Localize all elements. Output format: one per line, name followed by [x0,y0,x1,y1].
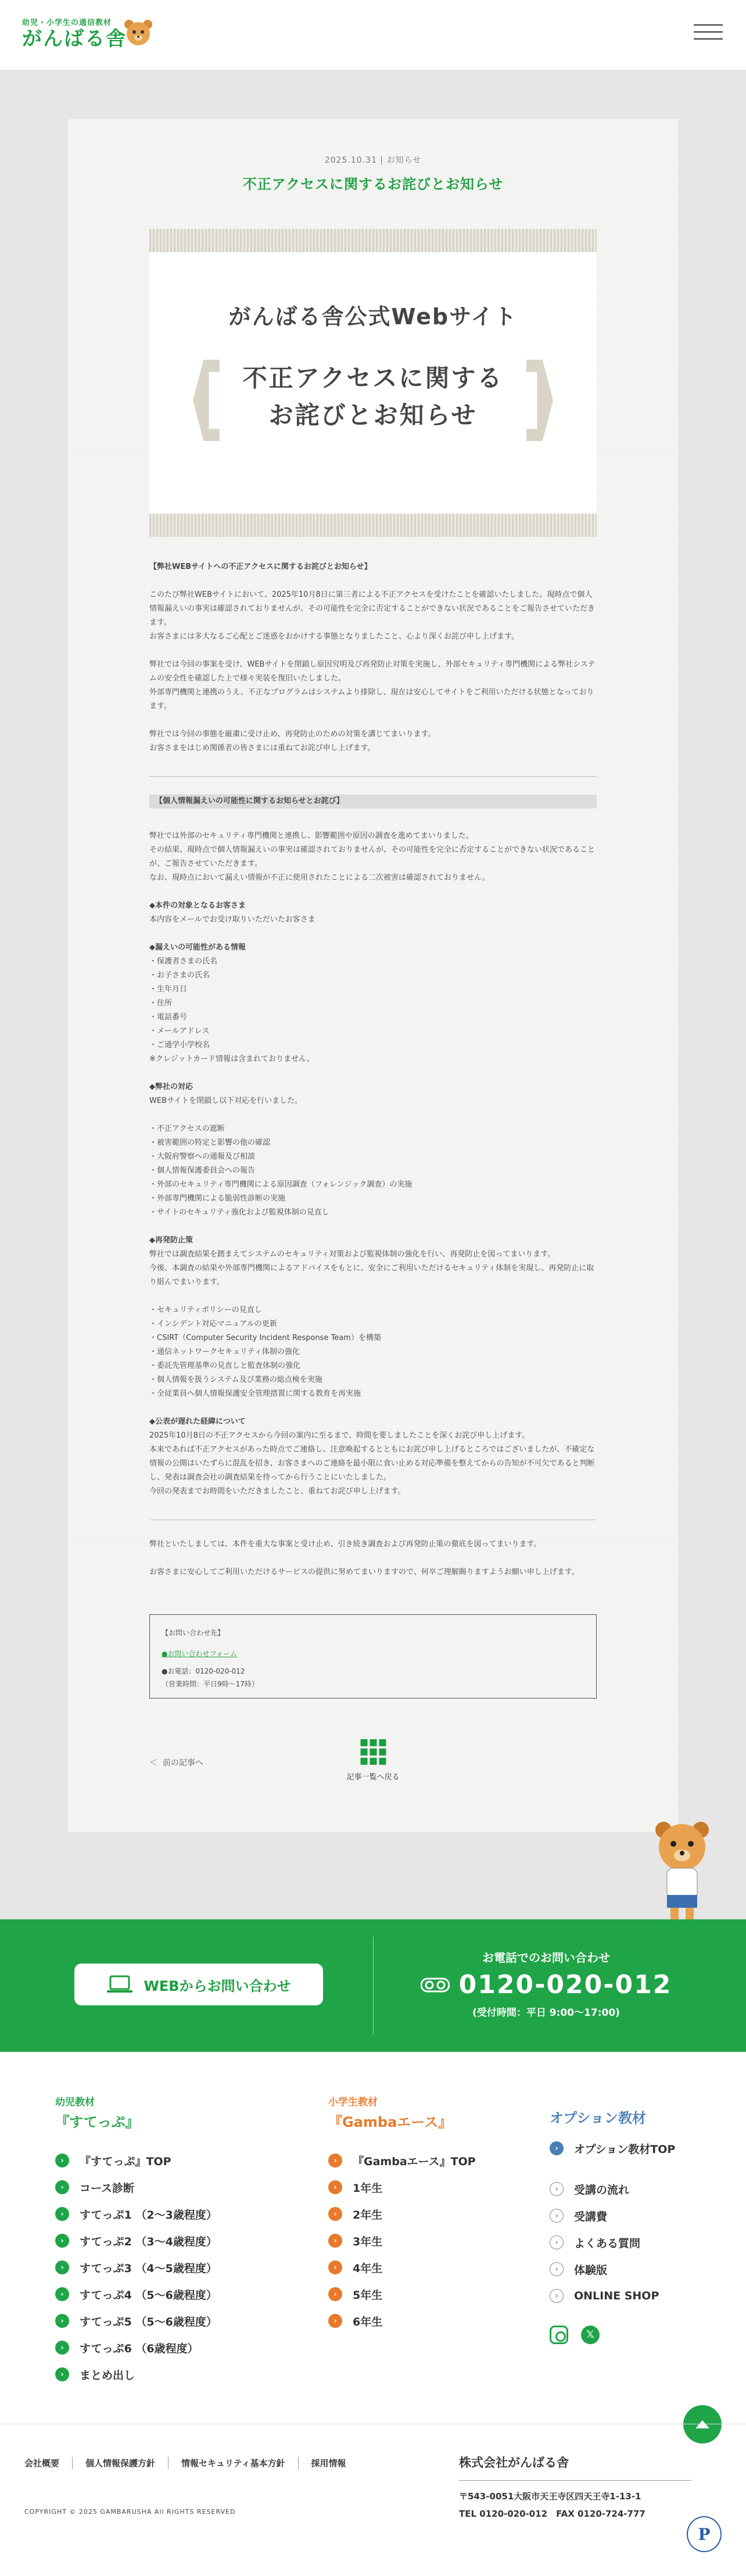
list-item: ・外部専門機関による脆弱性診断の実施 [149,1194,286,1203]
spacer [550,2162,675,2176]
hamburger-icon[interactable] [694,24,723,42]
chevron-right-icon: › [55,2341,69,2355]
footer-link[interactable] [550,2176,675,2202]
subheading: ◆漏えいの可能性がある情報 [149,943,246,952]
chevron-right-icon: › [550,2182,564,2196]
instagram-icon[interactable] [550,2326,568,2344]
contact-phone: ●お電話：0120-020-012 [162,1667,245,1675]
chevron-right-icon: › [328,2207,342,2221]
chevron-right-icon: › [55,2180,69,2194]
news-article [68,119,678,1832]
paragraph: WEBサイトを閉鎖し以下対応を行いました。 [149,1097,303,1105]
phone-contact [407,1948,686,2019]
paragraph: お客さまをはじめ関係者の皆さまには重ねてお詫び申し上げます。 [149,744,375,753]
paragraph: このたび弊社WEBサイトにおいて、2025年10月8日に第三者による不正アクセスを受けたことを確認いたしました。現時点で個人情報漏えいの事実は確認されておりませんが、その可能性を完全に否定することができない状況であることをご報告させていただきます。 [149,590,596,627]
footer-category-name: 『Gambaエース』 [328,2114,453,2130]
bear-mascot-icon [647,1815,717,1925]
footer-link[interactable] [55,2201,217,2227]
footer-link-label: 6年生 [353,2315,383,2328]
web-contact-label: WEBからお問い合わせ [144,1977,291,1994]
list-item: ・通信ネットワークセキュリティ体制の強化 [149,1348,300,1356]
footer-link[interactable] [550,2135,675,2162]
chevron-right-icon: › [328,2234,342,2248]
footer-link-label: すてっぷ4 （5〜6歳程度） [80,2288,217,2302]
contact-form-link[interactable]: ●お問い合わせフォーム [162,1650,237,1658]
footer-link-label: コース診断 [80,2181,135,2195]
list-item: ・電話番号 [149,1013,188,1022]
list-item: ・住所 [149,999,173,1008]
footer-link[interactable] [550,2229,675,2256]
list-item: ・生年月日 [149,985,188,994]
paragraph: 今回の発表までお時間をいただきましたこと、重ねてお詫び申し上げます。 [149,1487,406,1496]
list-item: ・保護者さまの氏名 [149,957,218,966]
contact-title: 【お問い合わせ先】 [162,1629,225,1637]
contact-hours: （営業時間：平日9時〜17時） [162,1680,259,1688]
chevron-right-icon: › [550,2289,564,2303]
footer-link[interactable] [328,2281,476,2308]
hero-bracket-box [193,360,553,453]
footer-link-label: 『Gambaエース』TOP [353,2155,476,2168]
footer-link-label: よくある質問 [574,2237,641,2250]
laptop-icon [106,1975,133,1994]
back-to-list-label: 記事一覧へ戻る [346,1773,400,1782]
footer-link[interactable] [550,2202,675,2229]
chevron-right-icon: › [55,2314,69,2328]
footer-links [55,2147,217,2388]
footer-link-label: 5年生 [353,2288,383,2302]
paragraph: 弊社では今回の事態を厳粛に受け止め、再発防止のための対策を講じてまいります。 [149,730,436,739]
footer-links [550,2135,675,2309]
footer-category-name: オプション教材 [550,2110,646,2126]
footer-link-label: 2年生 [353,2208,383,2222]
footer-link-label: 3年生 [353,2235,383,2248]
footer-links [328,2147,476,2334]
paragraph: 弊社では調査結果を踏まえてシステムのセキュリティ対策および監視体制の強化を行い、再発防止を図ってまいります。 [149,1250,555,1259]
privacy-mark-icon: P [687,2516,722,2552]
list-item: ※クレジットカード情報は含まれておりません。 [149,1055,314,1063]
hero-stripe-bottom [149,514,597,537]
back-to-list-link[interactable] [346,1739,399,1782]
paragraph: なお、現時点において漏えい情報が不正に使用されたことによる二次被害は確認されておりません。 [149,873,490,882]
footer-bottom-links [24,2457,359,2469]
paragraph: その結果、現時点で個人情報漏えいの事実は確認されておりませんが、その可能性を完全に否定することができない状況であることが、ご報告させていただきます。 [149,845,596,868]
contact-cta-band [0,1919,746,2052]
chevron-right-icon: › [55,2367,69,2381]
footer-link[interactable] [328,2201,476,2227]
list-item: ・外部のセキュリティ専門機関による原因調査（フォレンジック調査）の実施 [149,1180,413,1189]
list-item: ・メールアドレス [149,1027,210,1036]
subheading: ◆弊社の対応 [149,1083,193,1091]
free-dial-icon [421,1976,450,1994]
footer-link-label: オプション教材TOP [574,2143,676,2156]
section2-heading: 【個人情報漏えいの可能性に関するお知らせとお詫び】 [149,794,597,808]
footer-link-label: すてっぷ6 （6歳程度） [80,2342,199,2355]
paragraph: 本来であれば不正アクセスがあった時点でご連絡し、注意喚起するとともにお詫び申し上げるところではございましたが、不確定な情報の公開はいたずらに混乱を招き、お客さまへのご連絡を最小限に食い止める対応準備を整えてからの告知が不可欠であると判断し、発表は調査会社の調査結果を待ってから行うことにいたしました。 [149,1445,595,1482]
divider [459,2480,691,2481]
footer-navigation [0,2052,746,2424]
paragraph: お客さまに安心してご利用いただけるサービスの提供に努めてまいりますので、何卒ご理解賜りますようお願い申し上げます。 [149,1568,579,1577]
chevron-left-icon: ＜ [149,1758,157,1768]
footer-link[interactable] [55,2147,217,2174]
footer-bottom-link[interactable]: 会社概要 [24,2458,60,2468]
chevron-right-icon: › [550,2209,564,2223]
copyright: COPYRIGHT © 2025 GAMBARUSHA All RIGHTS RESERVED [24,2508,236,2516]
chevron-right-icon: › [328,2260,342,2274]
divider [149,776,597,777]
subheading: ◆再発防止策 [149,1236,193,1245]
company-info [459,2453,709,2523]
article-meta: 2025.10.31 | お知らせ [324,156,422,165]
chevron-right-icon: › [55,2287,69,2301]
web-contact-button[interactable] [74,1964,323,2005]
list-item: ・個人情報を扱うシステム及び業務の総点検を実施 [149,1375,322,1384]
paragraph: 外部専門機関と連携のうえ、不正なプログラムはシステムより排除し、現在は安心してサイトをご利用いただける状態となっております。 [149,688,594,711]
footer-link-label: まとめ出し [80,2369,135,2382]
company-address: 〒543-0051大阪市天王寺区四天王寺1-13-1 [459,2491,641,2502]
footer-category: 幼児教材 [55,2097,95,2108]
chevron-right-icon: › [55,2207,69,2221]
footer-link[interactable] [55,2174,217,2201]
footer-link[interactable] [55,2308,217,2334]
footer-link[interactable] [328,2254,476,2281]
list-item: ・お子さまの氏名 [149,971,210,980]
list-item: ・個人情報保護委員会への報告 [149,1166,256,1175]
company-name: 株式会社がんばる舎 [459,2456,569,2470]
footer-link[interactable] [550,2283,675,2309]
list-item: ・CSIRT（Computer Security Incident Response Team）を構築 [149,1334,381,1342]
contact-info-box [149,1614,597,1699]
footer-link-label: 受講の流れ [574,2183,630,2197]
section1-heading: 【弊社WEBサイトへの不正アクセスに関するお詫びとお知らせ】 [149,563,372,571]
x-twitter-icon[interactable]: 𝕏 [581,2326,600,2344]
prev-article-label: 前の記事へ [162,1758,203,1768]
list-item: ・大阪府警察への通報及び相談 [149,1152,256,1161]
chevron-right-icon: › [55,2234,69,2248]
bear-mascot-icon [121,16,156,51]
chevron-right-icon: › [55,2154,69,2167]
footer-link-label: すてっぷ3 （4〜5歳程度） [80,2262,217,2275]
footer-link-label: すてっぷ5 （5〜6歳程度） [80,2315,217,2328]
footer-link-label: 4年生 [353,2262,383,2275]
list-item: ・ご通学小学校名 [149,1041,210,1049]
phone-number: 0120-020-012 [458,1970,672,2000]
footer-link-label: 体験版 [574,2263,608,2277]
article-title: 不正アクセスに関するお詫びとお知らせ [242,176,504,192]
paragraph: 本内容をメールでお受け取りいただいたお客さま [149,915,315,924]
footer-link[interactable] [328,2147,476,2174]
paragraph: 弊社といたしましては、本件を重大な事案と受け止め、引き続き調査および再発防止策の徹底を図ってまいります。 [149,1540,541,1549]
article-hero-image [149,229,597,537]
subheading: ◆公表が遅れた経緯について [149,1417,246,1426]
list-item: ・委託先管理基準の見直しと監査体制の強化 [149,1362,301,1370]
logo-tagline: 幼児・小学生の通信教材 [22,19,112,27]
footer-link[interactable] [328,2227,476,2254]
hero-panel [149,252,597,514]
footer-col-gamba [328,2094,476,2334]
footer-link-label: 1年生 [353,2181,383,2195]
footer-link[interactable] [550,2256,675,2283]
footer-link-label: 受講費 [574,2210,608,2223]
hero-line-1: 不正アクセスに関する [242,364,504,392]
footer-bottom-link[interactable]: 採用情報 [298,2457,359,2469]
footer-link[interactable] [55,2361,217,2388]
footer-category: 小学生教材 [328,2097,378,2108]
footer-link[interactable] [328,2174,476,2201]
hero-line-2: お詫びとお知らせ [268,401,478,429]
chevron-right-icon: › [550,2262,564,2276]
main-content [0,70,746,1919]
footer-link[interactable] [55,2334,217,2361]
paragraph: 2025年10月8日の不正アクセスから今回の案内に至るまで、時間を要しましたことを深くお詫び申し上げます。 [149,1431,530,1440]
footer-link[interactable] [328,2308,476,2334]
footer-category-name: 『すてっぷ』 [55,2114,139,2130]
footer-link-label: すてっぷ2 （3〜4歳程度） [80,2235,217,2248]
grid-icon [360,1739,386,1765]
list-item: ・セキュリティポリシーの見直し [149,1306,262,1314]
footer-link[interactable] [55,2281,217,2308]
footer-link-label: 『すてっぷ』TOP [80,2155,171,2168]
chevron-right-icon: › [328,2180,342,2194]
footer-col-step [55,2094,217,2388]
paragraph: 今後、本調査の結果や外部専門機関によるアドバイスをもとに、安全にご利用いただけるセキュリティ体制を実現し、再発防止に取り組んでまいります。 [149,1264,594,1287]
company-tel: TEL 0120-020-012 FAX 0120-724-777 [459,2509,645,2519]
hero-stripe-top [149,229,597,252]
phone-number-link[interactable] [407,1970,686,2000]
paragraph: お客さまには多大なるご心配とご迷惑をおかけする事態となりましたこと、心より深くお詫び申し上げます。 [149,632,519,641]
list-item: ・不正アクセスの遮断 [149,1124,225,1133]
prev-article-link[interactable] [149,1757,203,1768]
list-item: ・インシデント対応マニュアルの更新 [149,1320,277,1328]
prevention-list [149,1303,597,1401]
site-footer [0,2424,746,2576]
response-list [149,1122,597,1220]
hero-top-text: がんばる舎公式Webサイト [228,304,518,329]
footer-link[interactable] [55,2254,217,2281]
list-item: ・被害範囲の特定と影響の他の確認 [149,1138,271,1147]
sns-links [550,2326,675,2344]
logo-text: がんばる舎 [22,27,127,51]
footer-bottom-link[interactable]: 情報セキュリティ基本方針 [168,2457,298,2469]
chevron-right-icon: › [328,2287,342,2301]
list-item: ・サイトのセキュリティ強化および監視体制の見直し [149,1208,329,1217]
site-logo[interactable] [22,16,150,51]
chevron-right-icon: › [328,2314,342,2328]
phone-hours: (受付時間：平日 9:00〜17:00) [472,2007,620,2019]
footer-link[interactable] [55,2227,217,2254]
article-body [149,560,597,1699]
paragraph: 弊社では外部のセキュリティ専門機関と連携し、影響範囲や原因の調査を進めてまいりました。 [149,832,474,840]
paragraph: 弊社では今回の事案を受け、WEBサイトを閉鎖し原因究明及び再発防止対策を実施し、外部セキュリティ専門機関による弊社システムの安全性を確認した上で様々実装を復旧いたしました。 [149,660,596,683]
footer-link-label: すてっぷ1 （2〜3歳程度） [80,2208,217,2222]
footer-bottom-link[interactable]: 個人情報保護方針 [72,2457,168,2469]
footer-col-option [550,2094,675,2344]
site-header [0,0,746,70]
divider [373,1937,374,2034]
list-item: ・全従業員へ個人情報保護安全管理措置に関する教育を再実施 [149,1389,361,1398]
chevron-right-icon: › [550,2141,564,2155]
chevron-right-icon: › [550,2235,564,2249]
phone-contact-label: お電話でのお問い合わせ [482,1951,610,1965]
chevron-right-icon: › [55,2260,69,2274]
subheading: ◆本件の対象となるお客さま [149,901,246,910]
chevron-right-icon: › [328,2154,342,2167]
footer-link-label: ONLINE SHOP [574,2290,659,2302]
leak-list [149,955,597,1066]
article-navigation [149,1739,597,1786]
